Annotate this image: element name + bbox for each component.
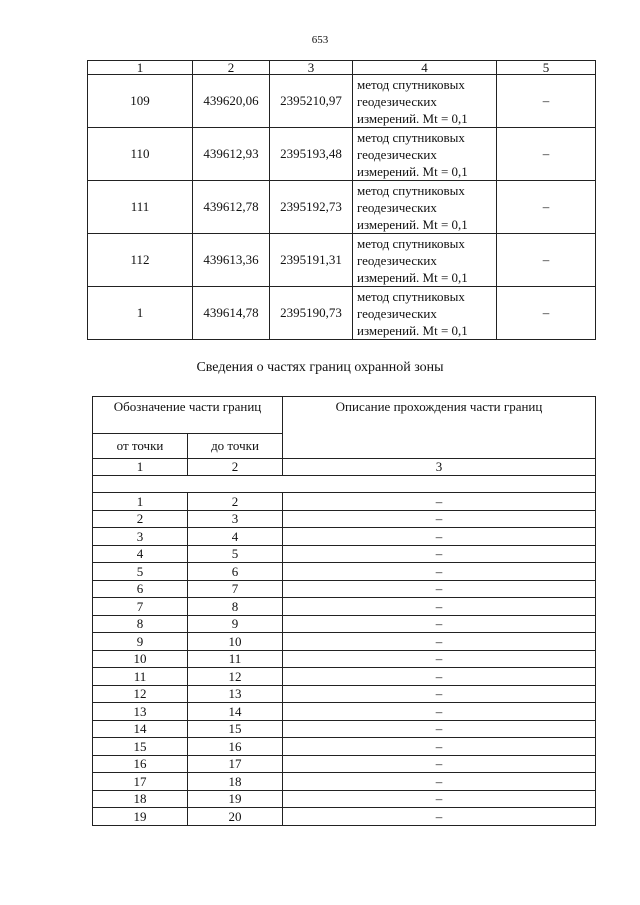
table-row xyxy=(93,545,596,563)
table-row xyxy=(93,563,596,581)
method-line: измерений. Mt = 0,1 xyxy=(357,216,468,232)
description-cell: – xyxy=(283,580,596,598)
method-line: измерений. Mt = 0,1 xyxy=(357,163,468,179)
to-point-cell: 15 xyxy=(188,720,283,738)
point-number-cell: 109 xyxy=(88,75,193,128)
table-row xyxy=(93,668,596,686)
to-point-cell: 3 xyxy=(188,510,283,528)
x-coordinate-cell: 439620,06 xyxy=(193,75,270,128)
method-line: метод спутниковых xyxy=(357,182,465,198)
description-cell: – xyxy=(283,615,596,633)
note-cell: – xyxy=(497,75,596,128)
description-cell: – xyxy=(283,755,596,773)
description-cell: – xyxy=(283,545,596,563)
note-cell: – xyxy=(497,128,596,181)
coordinates-table xyxy=(87,60,596,340)
method-line: измерений. Mt = 0,1 xyxy=(357,110,468,126)
coordinates-header-cell: 2 xyxy=(193,61,270,75)
designation-header: Обозначение части границ xyxy=(93,397,283,434)
to-point-cell: 2 xyxy=(188,493,283,511)
to-point-cell: 10 xyxy=(188,633,283,651)
to-point-cell: 13 xyxy=(188,685,283,703)
to-point-cell: 8 xyxy=(188,598,283,616)
table-row xyxy=(93,598,596,616)
y-coordinate-cell: 2395191,31 xyxy=(270,234,353,287)
description-cell: – xyxy=(283,738,596,756)
description-cell: – xyxy=(283,773,596,791)
from-point-cell: 16 xyxy=(93,755,188,773)
from-point-cell: 4 xyxy=(93,545,188,563)
to-point-cell: 12 xyxy=(188,668,283,686)
description-cell: – xyxy=(283,720,596,738)
y-coordinate-cell: 2395210,97 xyxy=(270,75,353,128)
method-cell xyxy=(353,234,497,287)
table-row xyxy=(93,790,596,808)
description-cell: – xyxy=(283,598,596,616)
table-row xyxy=(88,181,596,234)
description-cell: – xyxy=(283,563,596,581)
from-point-cell: 18 xyxy=(93,790,188,808)
table-row xyxy=(93,633,596,651)
point-number-cell: 1 xyxy=(88,287,193,340)
description-cell: – xyxy=(283,808,596,826)
method-line: геодезических xyxy=(357,305,437,321)
from-point-cell: 12 xyxy=(93,685,188,703)
from-point-cell: 9 xyxy=(93,633,188,651)
table-row xyxy=(93,493,596,511)
table-row xyxy=(88,234,596,287)
blank-separator-row xyxy=(93,476,596,493)
table-row xyxy=(93,650,596,668)
table-row xyxy=(93,720,596,738)
to-point-header: до точки xyxy=(188,434,283,459)
description-cell: – xyxy=(283,668,596,686)
to-point-cell: 18 xyxy=(188,773,283,791)
method-line: геодезических xyxy=(357,199,437,215)
to-point-cell: 5 xyxy=(188,545,283,563)
method-cell xyxy=(353,128,497,181)
table-row xyxy=(93,738,596,756)
from-point-cell: 1 xyxy=(93,493,188,511)
point-number-cell: 110 xyxy=(88,128,193,181)
from-point-cell: 2 xyxy=(93,510,188,528)
table-row xyxy=(93,773,596,791)
method-line: измерений. Mt = 0,1 xyxy=(357,322,468,338)
from-point-header: от точки xyxy=(93,434,188,459)
table-row xyxy=(88,75,596,128)
description-cell: – xyxy=(283,510,596,528)
method-line: метод спутниковых xyxy=(357,235,465,251)
coordinates-header-cell: 4 xyxy=(353,61,497,75)
description-cell: – xyxy=(283,685,596,703)
from-point-cell: 10 xyxy=(93,650,188,668)
from-point-cell: 14 xyxy=(93,720,188,738)
from-point-cell: 17 xyxy=(93,773,188,791)
table-row xyxy=(88,128,596,181)
column-number: 3 xyxy=(283,459,596,476)
x-coordinate-cell: 439614,78 xyxy=(193,287,270,340)
to-point-cell: 14 xyxy=(188,703,283,721)
coordinates-header-cell: 1 xyxy=(88,61,193,75)
y-coordinate-cell: 2395190,73 xyxy=(270,287,353,340)
method-line: метод спутниковых xyxy=(357,129,465,145)
section-title: Сведения о частях границ охранной зоны xyxy=(196,360,444,375)
note-cell: – xyxy=(497,181,596,234)
description-cell: – xyxy=(283,650,596,668)
method-line: измерений. Mt = 0,1 xyxy=(357,269,468,285)
table-row xyxy=(93,528,596,546)
table-row xyxy=(88,287,596,340)
column-number: 2 xyxy=(188,459,283,476)
from-point-cell: 7 xyxy=(93,598,188,616)
table-row xyxy=(93,580,596,598)
column-number: 1 xyxy=(93,459,188,476)
table-row xyxy=(93,615,596,633)
method-line: геодезических xyxy=(357,146,437,162)
x-coordinate-cell: 439612,78 xyxy=(193,181,270,234)
note-cell: – xyxy=(497,234,596,287)
from-point-cell: 5 xyxy=(93,563,188,581)
table-row xyxy=(93,685,596,703)
description-cell: – xyxy=(283,528,596,546)
description-cell: – xyxy=(283,633,596,651)
from-point-cell: 19 xyxy=(93,808,188,826)
method-cell xyxy=(353,181,497,234)
coordinates-header-cell: 3 xyxy=(270,61,353,75)
page-number: 653 xyxy=(311,34,329,46)
x-coordinate-cell: 439613,36 xyxy=(193,234,270,287)
description-cell: – xyxy=(283,790,596,808)
from-point-cell: 11 xyxy=(93,668,188,686)
coordinates-header-cell: 5 xyxy=(497,61,596,75)
description-cell: – xyxy=(283,703,596,721)
method-line: метод спутниковых xyxy=(357,76,465,92)
from-point-cell: 6 xyxy=(93,580,188,598)
table-row xyxy=(93,755,596,773)
to-point-cell: 17 xyxy=(188,755,283,773)
to-point-cell: 20 xyxy=(188,808,283,826)
table-row xyxy=(93,808,596,826)
to-point-cell: 6 xyxy=(188,563,283,581)
table-row xyxy=(93,510,596,528)
y-coordinate-cell: 2395192,73 xyxy=(270,181,353,234)
description-header: Описание прохождения части границ xyxy=(283,397,596,459)
from-point-cell: 13 xyxy=(93,703,188,721)
to-point-cell: 16 xyxy=(188,738,283,756)
note-cell: – xyxy=(497,287,596,340)
point-number-cell: 111 xyxy=(88,181,193,234)
to-point-cell: 9 xyxy=(188,615,283,633)
to-point-cell: 4 xyxy=(188,528,283,546)
to-point-cell: 19 xyxy=(188,790,283,808)
table-row xyxy=(93,703,596,721)
y-coordinate-cell: 2395193,48 xyxy=(270,128,353,181)
coordinates-header-row xyxy=(88,61,596,75)
method-cell xyxy=(353,75,497,128)
boundary-parts-table xyxy=(92,396,596,826)
method-line: геодезических xyxy=(357,252,437,268)
from-point-cell: 15 xyxy=(93,738,188,756)
to-point-cell: 7 xyxy=(188,580,283,598)
from-point-cell: 3 xyxy=(93,528,188,546)
x-coordinate-cell: 439612,93 xyxy=(193,128,270,181)
method-line: геодезических xyxy=(357,93,437,109)
from-point-cell: 8 xyxy=(93,615,188,633)
description-cell: – xyxy=(283,493,596,511)
method-line: метод спутниковых xyxy=(357,288,465,304)
to-point-cell: 11 xyxy=(188,650,283,668)
point-number-cell: 112 xyxy=(88,234,193,287)
blank-separator-cell xyxy=(93,476,596,493)
method-cell xyxy=(353,287,497,340)
